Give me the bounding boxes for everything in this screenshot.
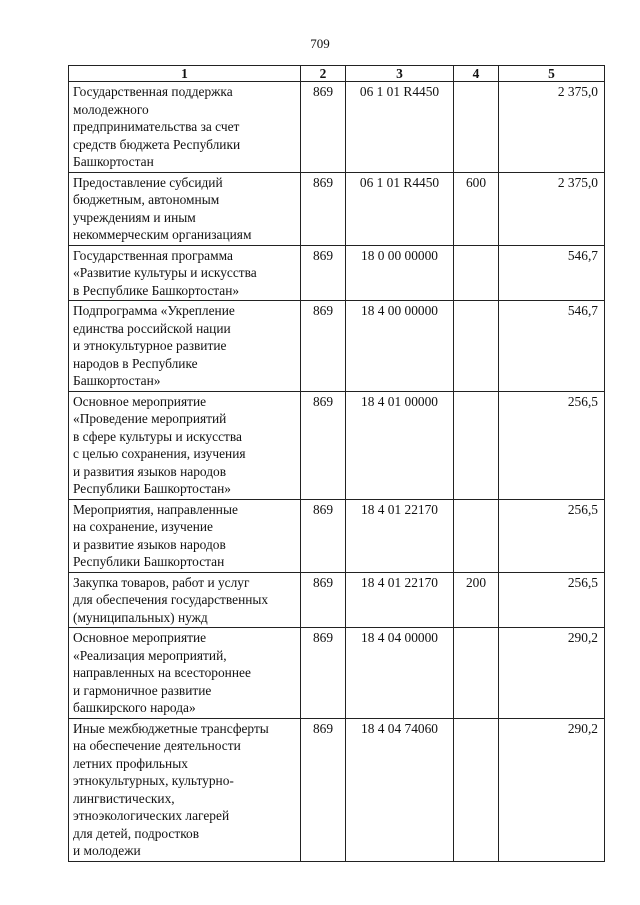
- row-name: Государственная программа «Развитие культуры и искусства в Республике Башкортостан»: [69, 245, 301, 301]
- row-expense-type-code: [454, 718, 499, 861]
- row-target-article-code: 06 1 01 R4450: [346, 82, 454, 173]
- row-target-article-code: 18 4 04 74060: [346, 718, 454, 861]
- budget-table: [68, 65, 605, 862]
- row-amount: 290,2: [499, 718, 605, 861]
- header-col-2: 2: [301, 66, 346, 82]
- row-name: Закупка товаров, работ и услуг для обеспечения государственных (муниципальных) нужд: [69, 572, 301, 628]
- row-department-code: 869: [301, 82, 346, 173]
- header-col-4: 4: [454, 66, 499, 82]
- row-expense-type-code: 200: [454, 572, 499, 628]
- table-row: [69, 301, 605, 392]
- row-name: Государственная поддержка молодежного предпринимательства за счет средств бюджета Республики Башкортостан: [69, 82, 301, 173]
- row-amount: 546,7: [499, 301, 605, 392]
- row-expense-type-code: [454, 301, 499, 392]
- row-target-article-code: 18 0 00 00000: [346, 245, 454, 301]
- row-target-article-code: 18 4 01 22170: [346, 499, 454, 572]
- table-row: [69, 718, 605, 861]
- row-name: Мероприятия, направленные на сохранение, изучение и развитие языков народов Республики Башкортостан: [69, 499, 301, 572]
- row-department-code: 869: [301, 718, 346, 861]
- row-name: Подпрограмма «Укрепление единства российской нации и этнокультурное развитие народов в Республике Башкортостан»: [69, 301, 301, 392]
- table-row: [69, 572, 605, 628]
- row-department-code: 869: [301, 499, 346, 572]
- row-expense-type-code: [454, 245, 499, 301]
- row-department-code: 869: [301, 628, 346, 719]
- row-amount: 256,5: [499, 499, 605, 572]
- table-row: [69, 82, 605, 173]
- header-row: [69, 66, 605, 82]
- row-target-article-code: 18 4 01 00000: [346, 391, 454, 499]
- table-row: [69, 172, 605, 245]
- row-expense-type-code: [454, 628, 499, 719]
- row-name: Основное мероприятие «Реализация мероприятий, направленных на всестороннее и гармоничное развитие башкирского народа»: [69, 628, 301, 719]
- row-name: Иные межбюджетные трансферты на обеспечение деятельности летних профильных этнокультурных, культурно- лингвистических, этноэкологических лагерей для детей, подростков и молодежи: [69, 718, 301, 861]
- row-target-article-code: 06 1 01 R4450: [346, 172, 454, 245]
- table-header: [69, 66, 605, 82]
- row-target-article-code: 18 4 00 00000: [346, 301, 454, 392]
- page-number: 709: [310, 36, 330, 51]
- row-department-code: 869: [301, 301, 346, 392]
- row-expense-type-code: 600: [454, 172, 499, 245]
- row-name: Предоставление субсидий бюджетным, автономным учреждениям и иным некоммерческим организациям: [69, 172, 301, 245]
- header-col-5: 5: [499, 66, 605, 82]
- row-name: Основное мероприятие «Проведение мероприятий в сфере культуры и искусства с целью сохранения, изучения и развития языков народов Республики Башкортостан»: [69, 391, 301, 499]
- row-amount: 2 375,0: [499, 82, 605, 173]
- row-expense-type-code: [454, 82, 499, 173]
- table-body: [69, 82, 605, 862]
- header-col-1: 1: [69, 66, 301, 82]
- table-row: [69, 628, 605, 719]
- header-col-3: 3: [346, 66, 454, 82]
- row-expense-type-code: [454, 391, 499, 499]
- table-row: [69, 391, 605, 499]
- row-expense-type-code: [454, 499, 499, 572]
- row-amount: 290,2: [499, 628, 605, 719]
- row-amount: 256,5: [499, 391, 605, 499]
- row-department-code: 869: [301, 391, 346, 499]
- row-department-code: 869: [301, 572, 346, 628]
- row-target-article-code: 18 4 01 22170: [346, 572, 454, 628]
- row-amount: 2 375,0: [499, 172, 605, 245]
- table-row: [69, 499, 605, 572]
- row-amount: 546,7: [499, 245, 605, 301]
- row-amount: 256,5: [499, 572, 605, 628]
- table-row: [69, 245, 605, 301]
- row-department-code: 869: [301, 245, 346, 301]
- row-target-article-code: 18 4 04 00000: [346, 628, 454, 719]
- row-department-code: 869: [301, 172, 346, 245]
